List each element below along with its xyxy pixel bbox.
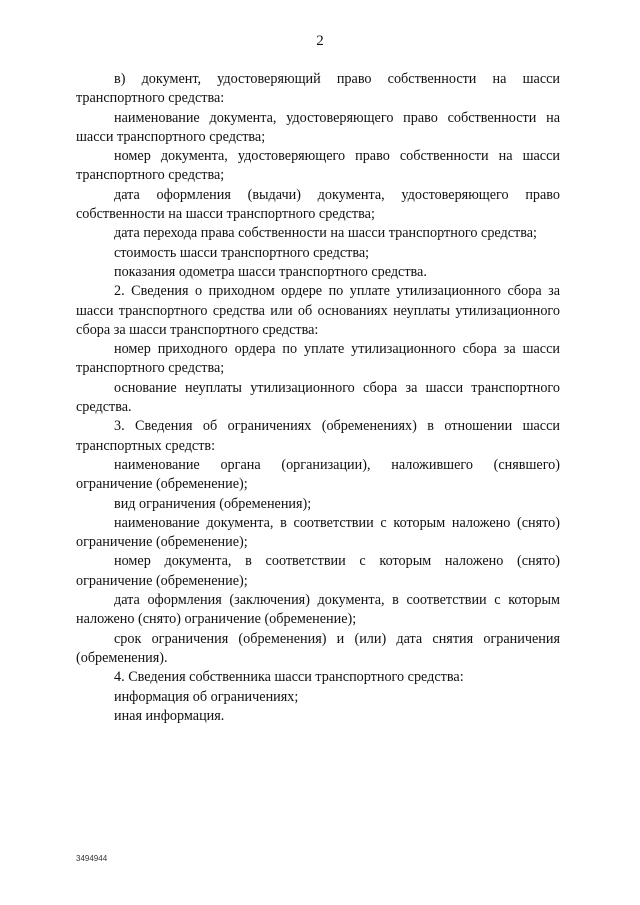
paragraph: дата оформления (заключения) документа, в соответствии с которым наложено (снято) ограничение (обременение); (76, 592, 560, 628)
paragraph: 3. Сведения об ограничениях (обременениях) в отношении шасси транспортных средств: (76, 418, 560, 454)
paragraph: 2. Сведения о приходном ордере по уплате утилизационного сбора за шасси транспортного средства или об основаниях неуплаты утилизационного сбора за шасси транспортного средства: (76, 283, 560, 338)
paragraph: номер документа, в соответствии с которым наложено (снято) ограничение (обременение); (76, 553, 560, 589)
paragraph: информация об ограничениях; (114, 688, 299, 705)
paragraph: наименование органа (организации), наложившего (снявшего) ограничение (обременение); (76, 456, 560, 493)
paragraph: номер документа, удостоверяющего право собственности на шасси транспортного средства; (76, 148, 560, 184)
page-number: 2 (316, 33, 324, 49)
document-body (76, 70, 560, 726)
paragraph: дата перехода права собственности на шасси транспортного средства; (114, 225, 537, 242)
paragraph: в) документ, удостоверяющий право собственности на шасси транспортного средства: (76, 71, 560, 107)
paragraph: показания одометра шасси транспортного средства. (114, 263, 427, 280)
paragraph: вид ограничения (обременения); (114, 495, 312, 512)
paragraph: срок ограничения (обременения) и (или) дата снятия ограничения (обременения). (76, 630, 560, 666)
paragraph: 4. Сведения собственника шасси транспортного средства: (114, 669, 464, 686)
document-id: 3494944 (76, 854, 108, 863)
paragraph: стоимость шасси транспортного средства; (114, 244, 370, 261)
paragraph: номер приходного ордера по уплате утилизационного сбора за шасси транспортного средства; (76, 341, 560, 377)
paragraph: основание неуплаты утилизационного сбора за шасси транспортного средства. (76, 379, 560, 416)
paragraph: наименование документа, удостоверяющего право собственности на шасси транспортного средства; (76, 109, 560, 145)
paragraph: наименование документа, в соответствии с которым наложено (снято) ограничение (обременение); (76, 514, 560, 551)
paragraph: иная информация. (114, 707, 225, 724)
paragraph: дата оформления (выдачи) документа, удостоверяющего право собственности на шасси транспортного средства; (76, 186, 560, 223)
